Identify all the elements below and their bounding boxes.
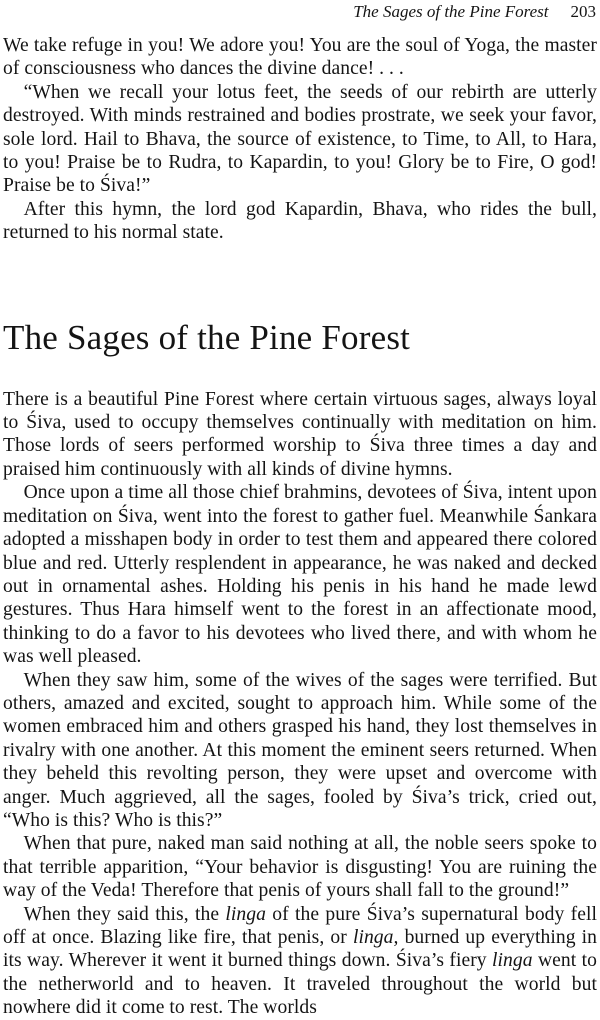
italic-term: linga, <box>352 927 399 948</box>
page-body <box>3 34 597 1020</box>
paragraph: Once upon a time all those chief brahmins, devotees of Śiva, intent upon meditation on Śiva, went into the forest to gather fuel. Meanwhile Śankara adopted a misshapen body in order to test them and appeared there colored blue and red. Utterly resplendent in appearance, he was naked and decked out in ornamental ashes. Holding his penis in his hand he made lewd gestures. Thus Hara himself went to the forest in an affectionate mood, thinking to do a favor to his devotees who lived there, and with whom he was well pleased. <box>3 482 597 668</box>
text-run: burned up everything in its way. Wherever it went it burned things down. Śiva’s fiery <box>3 927 598 972</box>
paragraph: There is a beautiful Pine Forest where certain virtuous sages, always loyal to Śiva, used to occupy themselves continually with meditation on him. Those lords of seers performed worship to Śiva three times a day and praised him continuously with all kinds of divine hymns. <box>3 388 597 480</box>
text-run: went to the netherworld and to heaven. It traveled throughout the world but nowhere did it come to rest. The worlds <box>3 950 597 1019</box>
running-head <box>353 2 596 26</box>
running-head-title: The Sages of the Pine Forest <box>353 2 549 21</box>
paragraph: When that pure, naked man said nothing at all, the noble seers spoke to that terrible apparition, “Your behavior is disgusting! You are ruining the way of the Veda! Therefore that penis of yours shall fall to the ground!” <box>3 833 597 902</box>
paragraph: After this hymn, the lord god Kapardin, Bhava, who rides the bull, returned to his normal state. <box>3 198 597 244</box>
paragraph: “When we recall your lotus feet, the seeds of our rebirth are utterly destroyed. With minds restrained and bodies prostrate, we seek your favor, sole lord. Hail to Bhava, the source of existence, to Time, to All, to Hara, to you! Praise be to Rudra, to Kapardin, to you! Glory be to Fire, O god! Praise be to Śiva!” <box>3 81 597 197</box>
page-number: 203 <box>570 2 596 21</box>
text-run: When they said this, the <box>23 903 226 925</box>
paragraph: When they saw him, some of the wives of the sages were terrified. But others, amazed and excited, sought to approach him. While some of the women embraced him and others grasped his hand, they lost themselves in rivalry with one another. At this moment the eminent seers returned. When they beheld this revolting person, they were upset and overcome with anger. Much aggrieved, all the sages, fooled by Śiva’s trick, cried out, “Who is this? Who is this?” <box>3 669 597 831</box>
paragraph <box>3 903 597 1020</box>
paragraph: We take refuge in you! We adore you! You are the soul of Yoga, the master of consciousness who dances the divine dance! . . . <box>3 35 597 80</box>
italic-term: linga <box>225 903 266 925</box>
italic-term: linga <box>492 950 533 972</box>
section-title: The Sages of the Pine Forest <box>3 317 411 357</box>
text-run: of the pure Śiva’s supernatural body fell off at once. Blazing like fire, that penis, or <box>3 903 597 948</box>
